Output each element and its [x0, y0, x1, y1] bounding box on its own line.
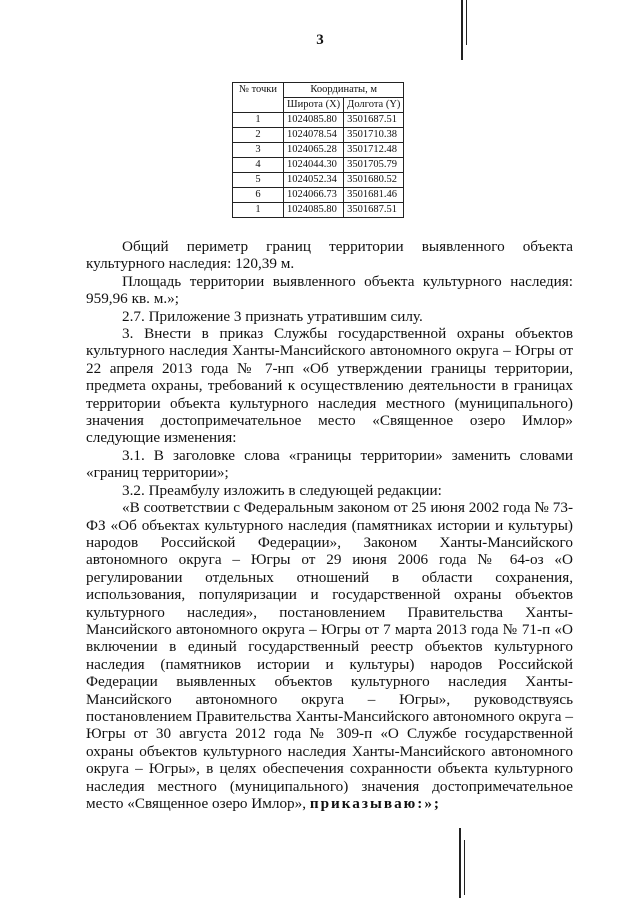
longitude-value: 3501687.51 — [344, 203, 404, 218]
table-row — [233, 158, 404, 173]
table-header-lat: Широта (X) — [284, 98, 344, 113]
point-number: 6 — [233, 188, 284, 203]
scan-artifact-line — [461, 0, 463, 60]
point-number: 5 — [233, 173, 284, 188]
table-header-point: № точки — [233, 83, 284, 113]
longitude-value: 3501705.79 — [344, 158, 404, 173]
longitude-value: 3501710.38 — [344, 128, 404, 143]
coordinates-table — [232, 82, 404, 218]
paragraph-3-2: 3.2. Преамбулу изложить в следующей редакции: — [122, 481, 442, 499]
point-number: 4 — [233, 158, 284, 173]
latitude-value: 1024078.54 — [284, 128, 344, 143]
document-body — [86, 238, 573, 812]
preamble-text: «В соответствии с Федеральным законом от 25 июня 2002 года № 73-ФЗ «Об объектах культурного наследия (памятниках истории и культуры) народов Российской Федерации», Законом Ханты-Мансийского автономного округа – Югры от 29 июня 2006 года № 64-оз «О регулировании отдельных отношений в области сохранения, использования, популяризации и государственной охраны объектов культурного наследия», постановлением Правительства Ханты-Мансийского автономного округа – Югры от 7 марта 2013 года № 71-п «О включении в единый государственный реестр объектов культурного наследия (памятников истории и культуры) народов Российской Федерации выявленных объектов культурного наследия Ханты-Мансийского автономного округа – Югры», руководствуясь постановлением Правительства Ханты-Мансийского автономного округа – Югры от 30 августа 2012 года № 309-п «О Службе государственной охраны объектов культурного наследия Ханты-Мансийского автономного округа – Югры», в целях обеспечения сохранности объекта культурного наследия местного (муниципального) значения достопримечательное место «Священное озеро Имлор», — [86, 499, 573, 812]
longitude-value: 3501681.46 — [344, 188, 404, 203]
table-row — [233, 188, 404, 203]
point-number: 1 — [233, 203, 284, 218]
longitude-value: 3501712.48 — [344, 143, 404, 158]
table-row — [233, 203, 404, 218]
latitude-value: 1024085.80 — [284, 203, 344, 218]
latitude-value: 1024044.30 — [284, 158, 344, 173]
point-number: 2 — [233, 128, 284, 143]
paragraph-preamble — [86, 499, 573, 812]
paragraph-3: 3. Внести в приказ Службы государственной охраны объектов культурного наследия Ханты-Мансийского автономного округа – Югры от 22 апреля 2013 года № 7-нп «Об утверждении границы территории, предмета охраны, требований к осуществлению деятельности в границах территории объекта культурного наследия местного (муниципального) значения достопримечательное место «Священное озеро Имлор» следующие изменения: — [86, 325, 573, 447]
longitude-value: 3501680.52 — [344, 173, 404, 188]
point-number: 3 — [233, 143, 284, 158]
page-number: 3 — [316, 32, 324, 48]
latitude-value: 1024065.28 — [284, 143, 344, 158]
order-word: приказываю:»; — [309, 795, 441, 812]
paragraph-perimeter: Общий периметр границ территории выявленного объекта культурного наследия: 120,39 м. — [86, 238, 573, 273]
table-header-lon: Долгота (Y) — [344, 98, 404, 113]
paragraph-3-1: 3.1. В заголовке слова «границы территории» заменить словами «границ территории»; — [86, 446, 573, 482]
table-row — [233, 173, 404, 188]
table-row — [233, 113, 404, 128]
scan-artifact-line — [464, 840, 465, 895]
longitude-value: 3501687.51 — [344, 113, 404, 128]
latitude-value: 1024066.73 — [284, 188, 344, 203]
table-header-coords: Координаты, м — [284, 83, 404, 98]
latitude-value: 1024052.34 — [284, 173, 344, 188]
table-row — [233, 128, 404, 143]
paragraph-2-7: 2.7. Приложение 3 признать утратившим силу. — [122, 307, 423, 325]
table-row — [233, 143, 404, 158]
latitude-value: 1024085.80 — [284, 113, 344, 128]
scan-artifact-line — [459, 828, 461, 898]
point-number: 1 — [233, 113, 284, 128]
paragraph-area: Площадь территории выявленного объекта культурного наследия: 959,96 кв. м.»; — [86, 272, 573, 308]
